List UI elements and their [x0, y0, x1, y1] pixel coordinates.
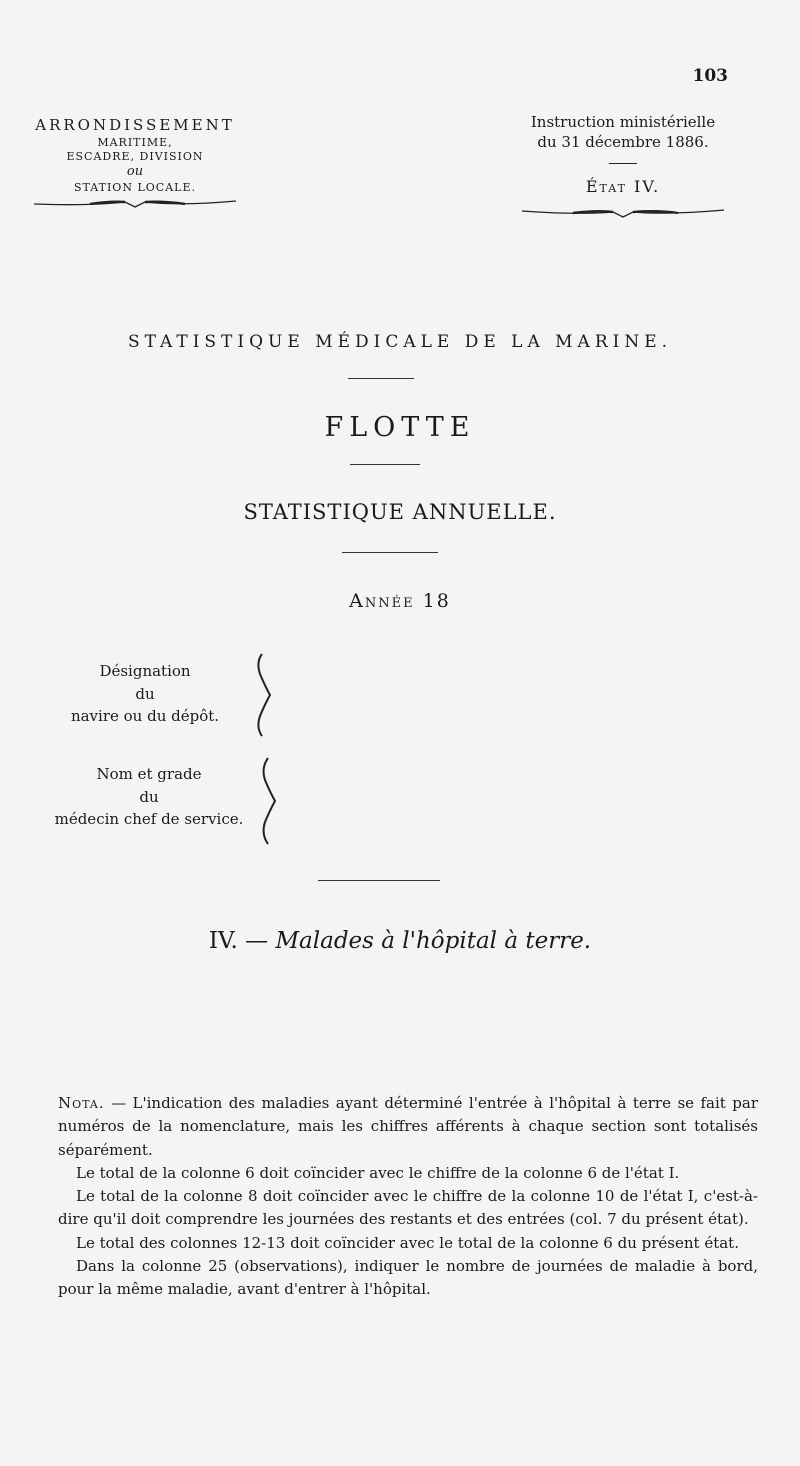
nota-paragraph-5: Dans la colonne 25 (observations), indiquer le nombre de journées de maladie à bord, pour la même maladie, avant d'entrer à l'hôpital. — [58, 1256, 758, 1298]
header-dash — [609, 163, 637, 164]
nota-label: Nota. — [58, 1094, 105, 1112]
nota-paragraph-4: Le total des colonnes 12-13 doit coïncider avec le total de la colonne 6 du présent état. — [76, 1233, 739, 1252]
date-line: du 31 décembre 1886. — [537, 133, 709, 152]
medecin-brace — [258, 756, 282, 846]
section-heading: Malades à l'hôpital à terre. — [275, 928, 592, 954]
section-title — [0, 928, 800, 954]
left-header — [28, 116, 242, 216]
arrondissement-label: ARRONDISSEMENT — [35, 116, 235, 134]
etat-label: État IV. — [585, 176, 661, 196]
nota-paragraph-1: Nota. — L'indication des maladies ayant déterminé l'entrée à l'hôpital à terre se fait par numéros de la nomenclature, mais les chiffres afférents à chaque section sont totalisés séparément. — [58, 1094, 758, 1159]
medecin-label: Nom et grade du médecin chef de service. — [54, 765, 244, 828]
section-number: IV. — — [208, 928, 276, 954]
nota-paragraph-3: Le total de la colonne 8 doit coïncider avec le chiffre de la colonne 10 de l'état I, c'est-à-dire qu'il doit comprendre les journées des restants et des entrées (col. 7 du présent état). — [58, 1187, 758, 1229]
left-ornament-flourish — [30, 196, 240, 210]
rule-2 — [350, 464, 420, 465]
designation-brace — [254, 652, 278, 738]
nota-block — [58, 1092, 758, 1301]
instruction-line: Instruction ministérielle — [530, 113, 716, 131]
station-label: STATION LOCALE. — [74, 180, 196, 194]
annee-title: Année 18 — [349, 590, 451, 612]
right-ornament-flourish — [518, 205, 728, 219]
annuelle-title: STATISTIQUE ANNUELLE. — [243, 500, 557, 524]
rule-1 — [348, 378, 414, 379]
nota-paragraph-2: Le total de la colonne 6 doit coïncider avec le chiffre de la colonne 6 de l'état I. — [76, 1163, 680, 1182]
page-number: 103 — [692, 66, 728, 86]
designation-label: Désignation du navire ou du dépôt. — [70, 662, 220, 725]
rule-3 — [342, 552, 438, 553]
escadre-label: ESCADRE, DIVISION — [66, 149, 204, 163]
ou-label: ou — [126, 164, 144, 180]
main-title: STATISTIQUE MÉDICALE DE LA MARINE. — [127, 332, 673, 352]
right-header — [518, 112, 728, 224]
rule-4 — [318, 880, 440, 881]
flotte-title: FLOTTE — [324, 412, 476, 443]
maritime-label: MARITIME, — [97, 135, 173, 149]
